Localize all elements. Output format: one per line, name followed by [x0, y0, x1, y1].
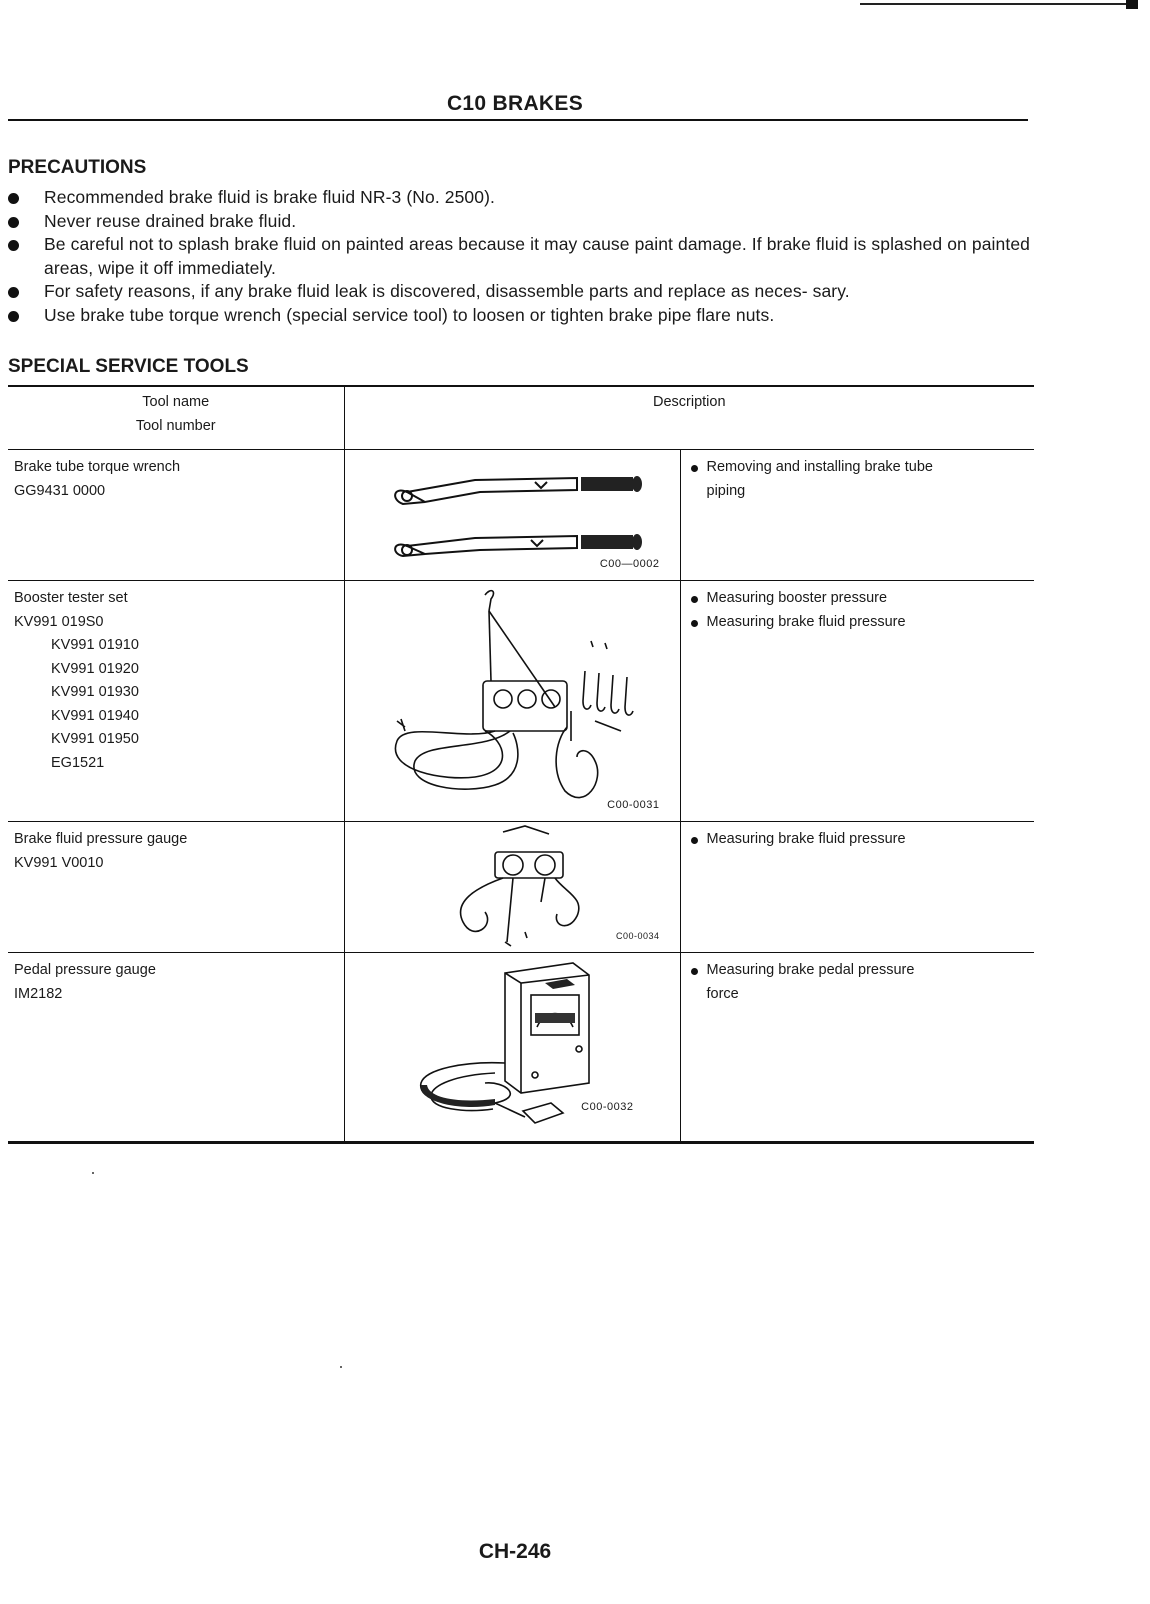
tool-name-cell: Pedal pressure gauge IM2182	[8, 953, 344, 1143]
special-tools-heading: SPECIAL SERVICE TOOLS	[8, 356, 249, 377]
top-corner-rule	[860, 3, 1132, 5]
precaution-list	[8, 186, 1030, 327]
tool-description-cell: Removing and installing brake tube piping	[680, 450, 1034, 581]
tool-name-cell: Booster tester set KV991 019S0 KV991 01910 KV991 01920 KV991 01930 KV991 01940 KV991 01950 EG1521	[8, 581, 344, 822]
title-divider	[8, 119, 1028, 121]
precaution-item: For safety reasons, if any brake fluid leak is discovered, disassemble parts and replace as neces- sary.	[8, 280, 1030, 304]
bullet-icon	[8, 311, 19, 322]
table-header-row	[8, 386, 1034, 450]
booster-tester-illustration	[345, 581, 681, 822]
table-row	[8, 581, 1034, 822]
bullet-icon	[8, 287, 19, 298]
bullet-icon	[691, 837, 698, 844]
description-header: Description	[344, 386, 1034, 450]
scan-speck	[340, 1366, 342, 1368]
table-row	[8, 953, 1034, 1143]
precaution-item: Use brake tube torque wrench (special service tool) to loosen or tighten brake pipe flare nuts.	[8, 304, 1030, 328]
table-row	[8, 450, 1034, 581]
special-tools-table	[8, 385, 1034, 1144]
tool-name-cell: Brake tube torque wrench GG9431 0000	[8, 450, 344, 581]
tool-description-cell: Measuring booster pressure Measuring brake fluid pressure	[680, 581, 1034, 822]
bullet-icon	[8, 217, 19, 228]
precaution-item: Never reuse drained brake fluid.	[8, 210, 1030, 234]
tool-figure-cell	[344, 822, 680, 953]
bullet-icon	[8, 240, 19, 251]
precaution-item: Be careful not to splash brake fluid on painted areas because it may cause paint damage. If brake fluid is splashed on painted areas, wipe it off immediately.	[8, 233, 1030, 280]
bullet-icon	[691, 596, 698, 603]
bullet-icon	[691, 465, 698, 472]
figure-code: C00-0031	[607, 798, 660, 811]
tool-figure-cell	[344, 581, 680, 822]
tool-name-cell: Brake fluid pressure gauge KV991 V0010	[8, 822, 344, 953]
section-title: C10 BRAKES	[446, 92, 584, 115]
tool-name-header: Tool name Tool number	[8, 386, 344, 450]
table-row	[8, 822, 1034, 953]
figure-code: C00—0002	[599, 557, 660, 570]
tool-figure-cell	[344, 953, 680, 1143]
tool-description-cell: Measuring brake fluid pressure	[680, 822, 1034, 953]
bullet-icon	[691, 620, 698, 627]
top-corner-mark	[1126, 0, 1138, 9]
precaution-item: Recommended brake fluid is brake fluid NR-3 (No. 2500).	[8, 186, 1030, 210]
tool-description-cell: Measuring brake pedal pressure force	[680, 953, 1034, 1143]
figure-code: C00-0032	[581, 1100, 634, 1113]
precautions-heading: PRECAUTIONS	[8, 157, 147, 178]
page-number: CH-246	[478, 1540, 552, 1563]
bullet-icon	[691, 968, 698, 975]
scan-speck	[92, 1172, 94, 1174]
bullet-icon	[8, 193, 19, 204]
tool-figure-cell	[344, 450, 680, 581]
figure-code: C00-0034	[615, 930, 660, 941]
